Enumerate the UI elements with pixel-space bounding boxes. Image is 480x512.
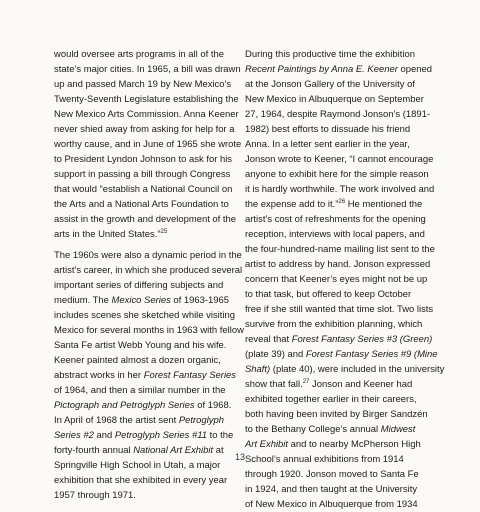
italic-title: Forest Fantasy Series (143, 370, 237, 381)
text-run: the expense add to it.” (245, 199, 339, 210)
text-run: up and passed March 19 by New Mexico’s (54, 79, 232, 90)
italic-title: Midwest (380, 424, 416, 435)
text-run: opened (397, 64, 432, 75)
italic-title: Shaft) (245, 364, 271, 375)
italic-title: Forest Fantasy Series #9 (Mine (305, 349, 438, 360)
text-line (245, 392, 425, 407)
text-run: reveal that (245, 334, 292, 345)
text-run: free if she still wanted that time slot. Two lists (245, 304, 434, 315)
text-run: and to nearby McPherson High (288, 439, 421, 450)
text-line (54, 92, 239, 107)
text-run: of 1963-1965 (170, 295, 230, 306)
text-line (245, 332, 433, 347)
text-run: New Mexico Arts Commission. Anna Keener (54, 109, 239, 120)
text-run: both having been invited by Birger Sandzén (245, 409, 428, 420)
text-line (245, 257, 431, 272)
text-run: of 1968. (194, 400, 232, 411)
text-line (54, 353, 234, 368)
italic-title: Forest Fantasy Series #3 (Green) (291, 334, 433, 345)
text-run: includes scenes she sketched while visiting (54, 310, 235, 321)
italic-title: Art Exhibit (245, 439, 289, 450)
text-run: to the Bethany College’s annual (245, 424, 381, 435)
text-run: the Arts and a National Arts Foundation to (54, 199, 229, 210)
text-run: 1957 through 1971. (54, 490, 136, 501)
text-run: Jonson wrote to Keener, “I cannot encourage (245, 154, 434, 165)
text-line (54, 182, 234, 197)
text-run: medium. The (54, 295, 112, 306)
text-run: He mentioned the (345, 199, 423, 210)
text-line (245, 362, 445, 377)
text-line (54, 137, 242, 152)
text-run: School’s annual exhibitions from 1914 (245, 454, 404, 465)
text-run: artist’s cost of refreshments for the opening (245, 214, 426, 225)
text-line (54, 428, 234, 443)
text-line (245, 347, 438, 362)
text-line (245, 377, 425, 392)
text-line (54, 47, 234, 62)
text-run: artist to address by hand. Jonson expressed (245, 259, 431, 270)
text-line (54, 398, 234, 413)
text-line (245, 77, 425, 92)
text-run: it is hardly worthwhile. The work involved and (245, 184, 435, 195)
text-run: New Mexico in Albuquerque on September (245, 94, 424, 105)
text-run: of New Mexico in Albuquerque from 1934 (245, 499, 418, 510)
text-run: important series of differing subjects and (54, 280, 224, 291)
text-run: 1982) best efforts to dissuade his friend (245, 124, 411, 135)
text-line (245, 317, 425, 332)
text-run: assist in the growth and development of the (54, 214, 237, 225)
text-run: The 1960s were also a dynamic period in the (54, 250, 242, 261)
text-run: In April of 1968 the artist sent (54, 415, 179, 426)
italic-title: Mexico Series (111, 295, 171, 306)
text-line (245, 272, 428, 287)
text-run: at (213, 445, 224, 456)
footnote-ref: 26 (338, 199, 346, 205)
text-run: to that task, but offered to keep October (245, 289, 412, 300)
text-line (245, 152, 434, 167)
text-run: Anna. In a letter sent earlier in the year, (245, 139, 410, 150)
text-line (245, 122, 425, 137)
text-line (54, 152, 234, 167)
text-run: and (93, 430, 115, 441)
text-line (245, 227, 425, 242)
text-run: exhibited together earlier in their careers, (245, 394, 417, 405)
text-line (54, 473, 234, 488)
text-run: of 1964, and then a similar number in the (54, 385, 226, 396)
text-line (245, 62, 432, 77)
text-run: Keener painted almost a dozen organic, (54, 355, 221, 366)
text-line (245, 437, 425, 452)
text-line (54, 212, 237, 227)
text-line (245, 137, 425, 152)
text-line (54, 263, 243, 278)
text-line (54, 227, 234, 242)
text-run: support in passing a bill through Congress (54, 169, 231, 180)
text-run: During this productive time the exhibition (245, 49, 415, 60)
right-text-column (245, 47, 445, 512)
text-run: would oversee arts programs in all of the (54, 49, 224, 60)
text-line (245, 497, 425, 512)
text-line (54, 293, 234, 308)
footnote-ref: 27 (302, 379, 310, 385)
text-line (54, 383, 234, 398)
italic-title: Petroglyph (178, 415, 224, 426)
text-run: (plate 39) and (245, 349, 306, 360)
text-line (245, 47, 425, 62)
text-run: arts in the United States.” (54, 229, 161, 240)
text-line (54, 278, 234, 293)
italic-title: Pictograph and Petroglyph Series (54, 400, 195, 411)
text-line (54, 167, 234, 182)
text-run: Jonson and Keener had (309, 379, 413, 390)
text-run: to the (207, 430, 234, 441)
text-run: 27, 1964, despite Raymond Jonson’s (1891- (245, 109, 431, 120)
page-number: 13 (234, 452, 245, 462)
text-line (54, 338, 234, 353)
text-run: forty-fourth annual (54, 445, 134, 456)
text-line (54, 107, 239, 122)
text-run: show that fall. (245, 379, 303, 390)
text-line (245, 167, 429, 182)
text-line (245, 287, 425, 302)
text-run: abstract works in her (54, 370, 144, 381)
text-run: exhibition that she exhibited in every year (54, 475, 228, 486)
italic-title: Petroglyph Series #11 (114, 430, 208, 441)
text-line (245, 422, 425, 437)
text-line (54, 368, 237, 383)
text-line (54, 323, 244, 338)
text-run: Santa Fe artist Webb Young and his wife. (54, 340, 227, 351)
text-line (54, 77, 234, 92)
text-line (245, 407, 428, 422)
text-run: reception, interviews with local papers, and (245, 229, 425, 240)
text-line (245, 107, 431, 122)
text-run: worthy cause, and in June of 1965 she wrote (54, 139, 242, 150)
text-line (245, 197, 425, 212)
text-line (245, 212, 425, 227)
text-run: state’s major cities. In 1965, a bill was drawn (54, 64, 241, 75)
text-run: survive from the exhibition planning, which (245, 319, 423, 330)
text-run: artist’s career, in which she produced several (54, 265, 243, 276)
text-run: at the Jonson Gallery of the University of (245, 79, 415, 90)
text-line (245, 92, 425, 107)
text-run: through 1920. Jonson moved to Santa Fe (245, 469, 419, 480)
text-line (54, 122, 234, 137)
text-run: that would “establish a National Council on (54, 184, 233, 195)
text-line (54, 62, 241, 77)
text-run: to President Lyndon Johnson to ask for his (54, 154, 233, 165)
text-run: the four-hundred-name mailing list sent to the (245, 244, 435, 255)
text-run: in 1924, and then taught at the University (245, 484, 418, 495)
text-line (54, 248, 242, 263)
text-line (54, 197, 234, 212)
italic-title: Series #2 (54, 430, 94, 441)
italic-title: Recent Paintings by Anna E. Keener (245, 64, 398, 75)
text-run: Springville High School in Utah, a major (54, 460, 221, 471)
text-line (54, 488, 234, 503)
text-run: never shied away from asking for help for a (54, 124, 235, 135)
text-line (245, 482, 425, 497)
text-line (245, 242, 435, 257)
text-run: Twenty-Seventh Legislature establishing the (54, 94, 239, 105)
text-line (54, 308, 234, 323)
text-run: (plate 40), were included in the university (270, 364, 445, 375)
italic-title: National Art Exhibit (133, 445, 214, 456)
text-line (245, 302, 434, 317)
text-run: Mexico for several months in 1963 with fellow (54, 325, 244, 336)
footnote-ref: 25 (160, 229, 168, 235)
text-run: anyone to exhibit here for the simple reason (245, 169, 429, 180)
text-line (54, 413, 234, 428)
text-run: concern that Keener’s eyes might not be up (245, 274, 428, 285)
text-line (245, 182, 435, 197)
